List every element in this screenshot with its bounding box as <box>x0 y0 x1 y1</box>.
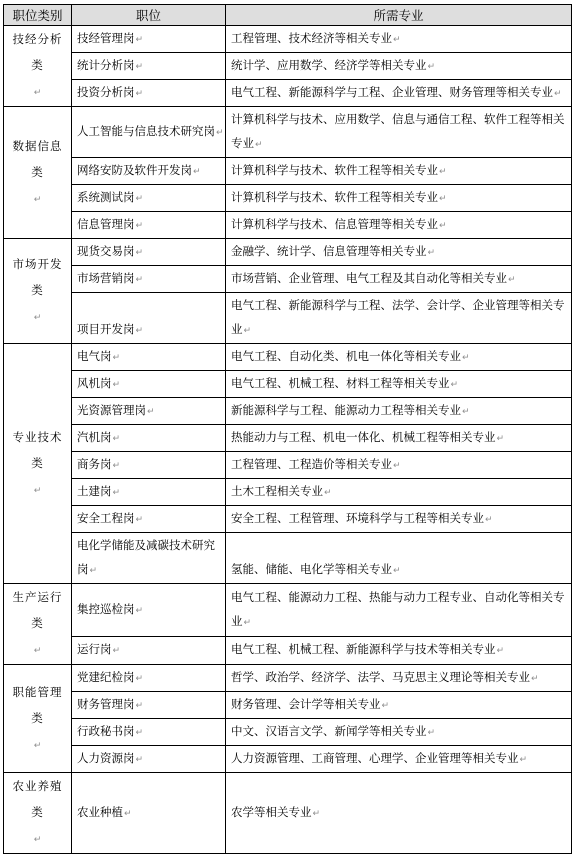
category-cell <box>4 107 72 239</box>
majors-label: 电气工程、机械工程、新能源科学与技术等相关专业 <box>231 642 496 657</box>
paragraph-mark-icon: ↵ <box>135 674 144 684</box>
majors-label: 工程管理、技术经济等相关专业 <box>231 31 392 45</box>
position-label: 网络安防及软件开发岗 <box>77 163 192 177</box>
table-row <box>4 665 572 692</box>
category-label: 农业养殖类 <box>12 779 63 819</box>
table-row <box>4 293 572 344</box>
table-row <box>4 425 572 452</box>
paragraph-mark-icon: ↵ <box>135 728 144 738</box>
majors-cell <box>226 773 572 854</box>
paragraph-mark-icon: ↵ <box>193 167 201 177</box>
table-row <box>4 719 572 746</box>
table-header-row <box>4 5 572 26</box>
majors-cell <box>226 80 572 107</box>
paragraph-mark-icon: ↵ <box>216 128 224 138</box>
category-cell <box>4 665 72 773</box>
paragraph-mark-icon: ↵ <box>135 221 144 231</box>
majors-cell <box>226 452 572 479</box>
position-cell <box>72 506 226 533</box>
position-label: 投资分析岗 <box>77 85 135 99</box>
position-cell <box>72 773 226 854</box>
paragraph-mark-icon: ↵ <box>439 167 447 177</box>
header-category: 职位类别 <box>4 5 72 26</box>
paragraph-mark-icon: ↵ <box>89 566 98 576</box>
category-label: 数据信息类 <box>12 138 63 179</box>
majors-label: 电气工程、机械工程、材料工程等相关专业 <box>231 376 450 390</box>
table-row <box>4 239 572 266</box>
paragraph-mark-icon: ↵ <box>33 88 43 98</box>
position-cell <box>72 533 226 584</box>
majors-cell <box>226 398 572 425</box>
job-requirements-table <box>3 4 572 854</box>
category-cell <box>4 26 72 107</box>
position-label: 商务岗 <box>77 457 112 471</box>
majors-label: 电气工程、新能源科学与工程、企业管理、财务管理等相关专业 <box>231 85 553 99</box>
paragraph-mark-icon: ↵ <box>33 646 43 656</box>
majors-cell <box>226 479 572 506</box>
position-label: 项目开发岗 <box>77 322 135 336</box>
table-row <box>4 185 572 212</box>
paragraph-mark-icon: ↵ <box>33 194 43 205</box>
table-row <box>4 506 572 533</box>
table-row <box>4 479 572 506</box>
paragraph-mark-icon: ↵ <box>324 488 332 498</box>
majors-cell <box>226 746 572 773</box>
job-table-container <box>3 4 571 854</box>
table-row <box>4 692 572 719</box>
position-cell <box>72 53 226 80</box>
majors-cell <box>226 533 572 584</box>
paragraph-mark-icon: ↵ <box>135 35 144 45</box>
table-row <box>4 107 572 158</box>
majors-cell <box>226 506 572 533</box>
table-row <box>4 53 572 80</box>
paragraph-mark-icon: ↵ <box>33 740 43 751</box>
position-cell <box>72 266 226 293</box>
header-position: 职位 <box>72 5 226 26</box>
table-row <box>4 636 572 664</box>
position-label: 运行岗 <box>77 642 112 657</box>
majors-label: 财务管理、会计学等相关专业 <box>231 697 381 711</box>
majors-label: 新能源科学与工程、能源动力工程等相关专业 <box>231 403 461 417</box>
majors-cell <box>226 665 572 692</box>
position-cell <box>72 665 226 692</box>
majors-cell <box>226 371 572 398</box>
position-label: 人力资源岗 <box>77 751 135 765</box>
position-cell <box>72 425 226 452</box>
position-label: 党建纪检岗 <box>77 670 135 684</box>
position-cell <box>72 719 226 746</box>
category-cell <box>4 773 72 854</box>
position-label: 光资源管理岗 <box>77 403 146 417</box>
majors-label: 金融学、统计学、信息管理等相关专业 <box>231 244 427 258</box>
majors-label: 计算机科学与技术、应用数学、信息与通信工程、软件工程等相关专业 <box>231 112 565 150</box>
paragraph-mark-icon: ↵ <box>124 809 132 819</box>
position-cell <box>72 479 226 506</box>
table-row <box>4 26 572 53</box>
majors-label: 市场营销、企业管理、电气工程及其自动化等相关专业 <box>231 271 507 285</box>
paragraph-mark-icon: ↵ <box>135 701 144 711</box>
position-cell <box>72 584 226 637</box>
position-label: 行政秘书岗 <box>77 724 135 738</box>
position-label: 统计分析岗 <box>77 58 135 72</box>
position-cell <box>72 344 226 371</box>
paragraph-mark-icon: ↵ <box>112 434 121 444</box>
majors-label: 农学等相关专业 <box>231 805 312 819</box>
position-cell <box>72 107 226 158</box>
table-row <box>4 212 572 239</box>
majors-label: 电气工程、能源动力工程、热能与动力工程专业、自动化等相关专业 <box>231 589 565 628</box>
paragraph-mark-icon: ↵ <box>135 248 144 258</box>
paragraph-mark-icon: ↵ <box>112 461 121 471</box>
paragraph-mark-icon: ↵ <box>135 89 144 99</box>
paragraph-mark-icon: ↵ <box>135 605 144 616</box>
majors-label: 计算机科学与技术、软件工程等相关专业 <box>231 163 438 177</box>
position-label: 集控巡检岗 <box>77 601 135 616</box>
paragraph-mark-icon: ↵ <box>531 674 539 684</box>
category-cell <box>4 239 72 344</box>
paragraph-mark-icon: ↵ <box>427 62 436 72</box>
paragraph-mark-icon: ↵ <box>135 755 144 765</box>
majors-label: 统计学、应用数学、经济学等相关专业 <box>231 58 427 72</box>
majors-label: 电气工程、新能源科学与工程、法学、会计学、企业管理等相关专业 <box>231 298 565 336</box>
majors-label: 工程管理、工程造价等相关专业 <box>231 457 392 471</box>
majors-label: 哲学、政治学、经济学、法学、马克思主义理论等相关专业 <box>231 670 530 684</box>
paragraph-mark-icon: ↵ <box>135 275 144 285</box>
position-cell <box>72 185 226 212</box>
paragraph-mark-icon: ↵ <box>496 646 505 657</box>
majors-label: 安全工程、工程管理、环境科学与工程等相关专业 <box>231 511 484 525</box>
majors-cell <box>226 584 572 637</box>
paragraph-mark-icon: ↵ <box>439 221 447 231</box>
paragraph-mark-icon: ↵ <box>135 194 144 204</box>
paragraph-mark-icon: ↵ <box>243 617 252 628</box>
category-label: 生产运行类 <box>12 590 63 630</box>
majors-cell <box>226 293 572 344</box>
category-label: 职能管理类 <box>12 684 63 725</box>
paragraph-mark-icon: ↵ <box>519 755 528 765</box>
table-row <box>4 533 572 584</box>
paragraph-mark-icon: ↵ <box>135 62 144 72</box>
majors-label: 电气工程、自动化类、机电一体化等相关专业 <box>231 349 461 363</box>
category-label: 市场开发类 <box>12 257 63 297</box>
position-cell <box>72 636 226 664</box>
paragraph-mark-icon: ↵ <box>485 515 493 525</box>
majors-cell <box>226 692 572 719</box>
position-cell <box>72 158 226 185</box>
position-cell <box>72 212 226 239</box>
position-cell <box>72 80 226 107</box>
paragraph-mark-icon: ↵ <box>112 488 121 498</box>
majors-label: 计算机科学与技术、软件工程等相关专业 <box>231 190 438 204</box>
paragraph-mark-icon: ↵ <box>243 326 252 336</box>
paragraph-mark-icon: ↵ <box>508 275 516 285</box>
paragraph-mark-icon: ↵ <box>450 380 459 390</box>
position-label: 技经管理岗 <box>77 31 135 45</box>
paragraph-mark-icon: ↵ <box>381 701 390 711</box>
majors-cell <box>226 425 572 452</box>
table-row <box>4 584 572 637</box>
position-label: 电化学储能及减碳技术研究岗 <box>77 538 215 576</box>
table-row <box>4 746 572 773</box>
paragraph-mark-icon: ↵ <box>135 326 144 336</box>
category-cell <box>4 584 72 665</box>
majors-label: 热能动力与工程、机电一体化、机械工程等相关专业 <box>231 430 496 444</box>
table-row <box>4 80 572 107</box>
table-row <box>4 158 572 185</box>
majors-cell <box>226 266 572 293</box>
majors-label: 人力资源管理、工商管理、心理学、企业管理等相关专业 <box>231 751 519 765</box>
position-cell <box>72 239 226 266</box>
majors-cell <box>226 212 572 239</box>
table-row <box>4 398 572 425</box>
paragraph-mark-icon: ↵ <box>33 485 43 496</box>
category-label: 技经分析类 <box>12 32 63 72</box>
position-label: 电气岗 <box>77 349 112 363</box>
table-row <box>4 344 572 371</box>
paragraph-mark-icon: ↵ <box>393 566 401 576</box>
position-label: 系统测试岗 <box>77 190 135 204</box>
position-label: 风机岗 <box>77 376 112 390</box>
paragraph-mark-icon: ↵ <box>462 353 470 363</box>
majors-label: 计算机科学与技术、信息管理等相关专业 <box>231 217 438 231</box>
paragraph-mark-icon: ↵ <box>135 515 144 525</box>
majors-cell <box>226 26 572 53</box>
majors-cell <box>226 344 572 371</box>
position-cell <box>72 26 226 53</box>
position-label: 市场营销岗 <box>77 271 135 285</box>
position-label: 安全工程岗 <box>77 511 135 525</box>
position-cell <box>72 746 226 773</box>
table-row <box>4 371 572 398</box>
header-majors: 所需专业 <box>226 5 572 26</box>
paragraph-mark-icon: ↵ <box>427 728 436 738</box>
category-cell <box>4 344 72 584</box>
category-label: 专业技术类 <box>12 429 63 470</box>
majors-cell <box>226 107 572 158</box>
table-row <box>4 773 572 854</box>
paragraph-mark-icon: ↵ <box>112 353 121 363</box>
paragraph-mark-icon: ↵ <box>112 380 121 390</box>
position-cell <box>72 293 226 344</box>
paragraph-mark-icon: ↵ <box>554 89 562 99</box>
paragraph-mark-icon: ↵ <box>496 434 505 444</box>
table-row <box>4 452 572 479</box>
table-row <box>4 266 572 293</box>
position-label: 信息管理岗 <box>77 217 135 231</box>
paragraph-mark-icon: ↵ <box>112 646 121 657</box>
paragraph-mark-icon: ↵ <box>33 835 43 845</box>
paragraph-mark-icon: ↵ <box>33 313 43 323</box>
majors-cell <box>226 719 572 746</box>
position-cell <box>72 371 226 398</box>
paragraph-mark-icon: ↵ <box>393 461 401 471</box>
paragraph-mark-icon: ↵ <box>312 809 321 819</box>
majors-cell <box>226 185 572 212</box>
position-label: 人工智能与信息技术研究岗 <box>77 124 215 138</box>
paragraph-mark-icon: ↵ <box>462 407 470 417</box>
position-cell <box>72 452 226 479</box>
majors-label: 土木工程相关专业 <box>231 484 323 498</box>
majors-cell <box>226 239 572 266</box>
position-cell <box>72 692 226 719</box>
majors-cell <box>226 53 572 80</box>
position-label: 现货交易岗 <box>77 244 135 258</box>
majors-cell <box>226 636 572 664</box>
position-label: 农业种植 <box>77 805 123 819</box>
position-label: 汽机岗 <box>77 430 112 444</box>
paragraph-mark-icon: ↵ <box>427 248 436 258</box>
paragraph-mark-icon: ↵ <box>255 140 263 150</box>
majors-label: 氢能、储能、电化学等相关专业 <box>231 562 392 576</box>
position-cell <box>72 398 226 425</box>
position-label: 土建岗 <box>77 484 112 498</box>
paragraph-mark-icon: ↵ <box>393 35 401 45</box>
paragraph-mark-icon: ↵ <box>439 194 447 204</box>
majors-cell <box>226 158 572 185</box>
position-label: 财务管理岗 <box>77 697 135 711</box>
paragraph-mark-icon: ↵ <box>147 407 155 417</box>
majors-label: 中文、汉语言文学、新闻学等相关专业 <box>231 724 427 738</box>
